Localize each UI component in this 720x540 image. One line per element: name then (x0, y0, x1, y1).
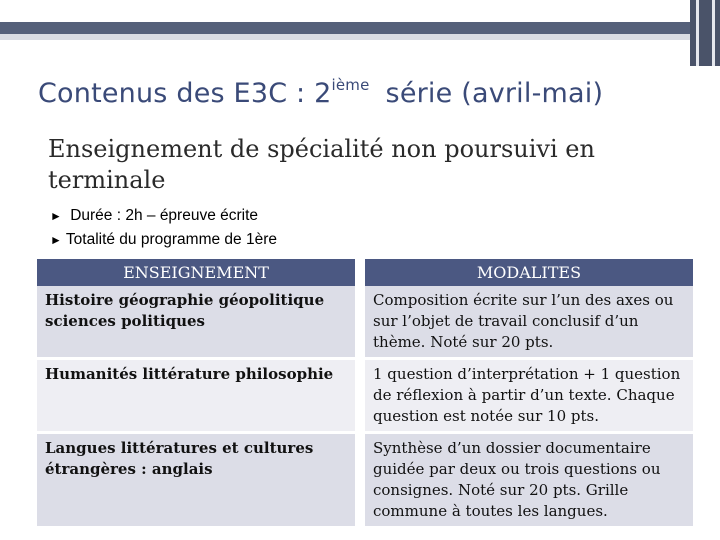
title-main: Contenus des E3C : 2 (38, 78, 332, 109)
bullet-list (50, 204, 277, 252)
bullet-text: Durée : 2h – épreuve écrite (70, 207, 259, 224)
modality-cell: Synthèse d’un dossier documentaire guidée par deux ou trois questions ou consignes. Noté sur 20 pts. Grille commune à toutes les langues. (365, 434, 693, 526)
subject-cell: Langues littératures et cultures étrangères : anglais (37, 434, 355, 526)
table-row (37, 360, 693, 431)
slide-subtitle: Enseignement de spécialité non poursuivi en terminale (48, 135, 595, 194)
slide-title (38, 78, 603, 109)
top-accent-bar (0, 34, 720, 40)
header-modalites: MODALITES (365, 259, 693, 286)
top-decorative-bar (0, 22, 720, 34)
corner-decoration (690, 0, 720, 66)
bullet-text: Totalité du programme de 1ère (65, 231, 277, 248)
table-row (37, 286, 693, 357)
table-header-row (37, 259, 693, 286)
bullet-item (50, 204, 277, 228)
bullet-item (50, 228, 277, 252)
title-superscript: ième (331, 76, 370, 94)
modality-cell: Composition écrite sur l’un des axes ou sur l’objet de travail conclusif d’un thème. Noté sur 20 pts. (365, 286, 693, 357)
subject-cell: Histoire géographie géopolitique sciences politiques (37, 286, 355, 357)
right-pointer-icon: ► (50, 233, 62, 247)
title-end: série (avril-mai) (385, 78, 604, 109)
modalities-table (37, 259, 693, 526)
table-row (37, 434, 693, 526)
modality-cell: 1 question d’interprétation + 1 question de réflexion à partir d’un texte. Chaque question est notée sur 10 pts. (365, 360, 693, 431)
header-enseignement: ENSEIGNEMENT (37, 259, 355, 286)
right-pointer-icon: ► (50, 209, 62, 223)
subject-cell: Humanités littérature philosophie (37, 360, 355, 431)
